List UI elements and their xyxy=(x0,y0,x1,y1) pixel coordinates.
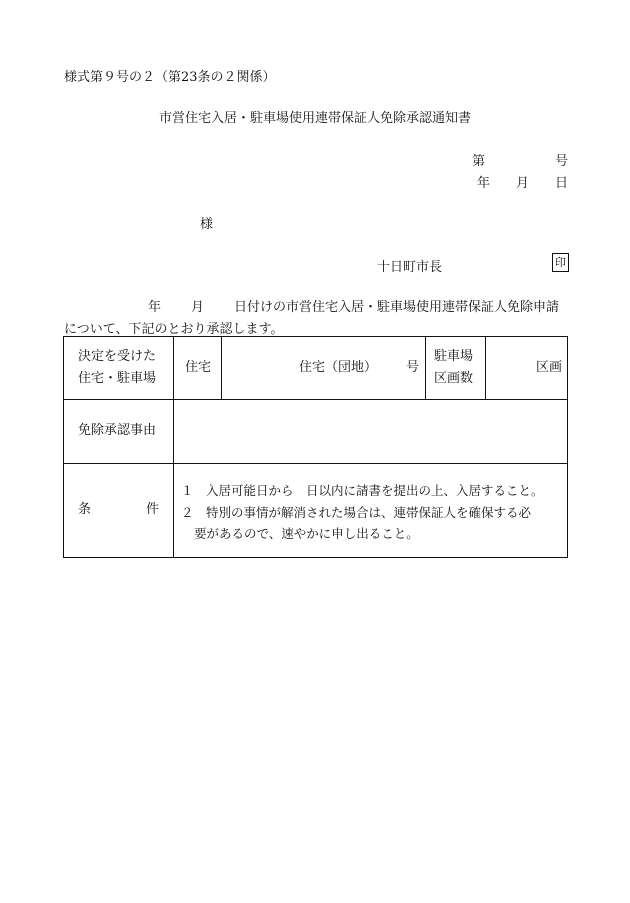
exemption-reason-field[interactable] xyxy=(174,400,567,463)
exemption-reason-label: 免除承認事由 xyxy=(78,423,157,438)
housing-complex-field[interactable]: 住宅（団地） xyxy=(299,360,378,375)
body-month: 月 xyxy=(191,300,205,315)
condition-item-1: １ 入居可能日から 日以内に請書を提出の上、入居すること。 xyxy=(181,483,544,498)
document-title: 市営住宅入居・駐車場使用連帯保証人免除承認通知書 xyxy=(158,111,471,126)
body-line1-text: 日付けの市営住宅入居・駐車場使用連帯保証人免除申請 xyxy=(234,300,560,315)
parking-label-line2: 区画数 xyxy=(434,371,474,386)
number-prefix: 第 xyxy=(471,154,485,169)
approval-table xyxy=(63,336,568,558)
conditions-label-right: 件 xyxy=(146,502,160,517)
seal-mark: 印 xyxy=(552,253,569,272)
row1-divider-a xyxy=(221,337,222,399)
issuer-name: 十日町市長 xyxy=(377,260,443,275)
condition-item-2-line2: 要があるので、速やかに申し出ること。 xyxy=(194,526,419,541)
form-label: 様式第９号の２（第23条の２関係） xyxy=(64,70,276,85)
parking-label-line1: 駐車場 xyxy=(434,349,474,364)
date-month: 月 xyxy=(515,176,529,191)
body-year: 年 xyxy=(148,300,162,315)
number-blank xyxy=(485,150,555,169)
row-divider-2 xyxy=(64,463,567,464)
housing-number-suffix: 号 xyxy=(406,360,420,375)
decision-label-line2: 住宅・駐車場 xyxy=(78,371,157,386)
parking-section-field[interactable]: 区画 xyxy=(536,360,563,375)
body-line-2: について、下記のとおり承認します。 xyxy=(64,322,284,337)
body-line-1 xyxy=(148,296,559,315)
date-blank-2 xyxy=(529,172,555,191)
issue-date-line xyxy=(477,172,568,191)
decision-label-line1: 決定を受けた xyxy=(78,349,157,364)
housing-label: 住宅 xyxy=(185,360,212,375)
conditions-label-left: 条 xyxy=(78,502,92,517)
condition-item-2-line1: ２ 特別の事情が解消された場合は、連帯保証人を確保する必 xyxy=(181,505,532,520)
date-day: 日 xyxy=(554,176,568,191)
document-number-line xyxy=(472,150,568,169)
date-year: 年 xyxy=(476,176,490,191)
date-blank-1 xyxy=(490,172,516,191)
row1-divider-b xyxy=(425,337,426,399)
number-suffix: 号 xyxy=(554,154,568,169)
row1-divider-c xyxy=(485,337,486,399)
recipient-honorific: 様 xyxy=(200,217,214,232)
